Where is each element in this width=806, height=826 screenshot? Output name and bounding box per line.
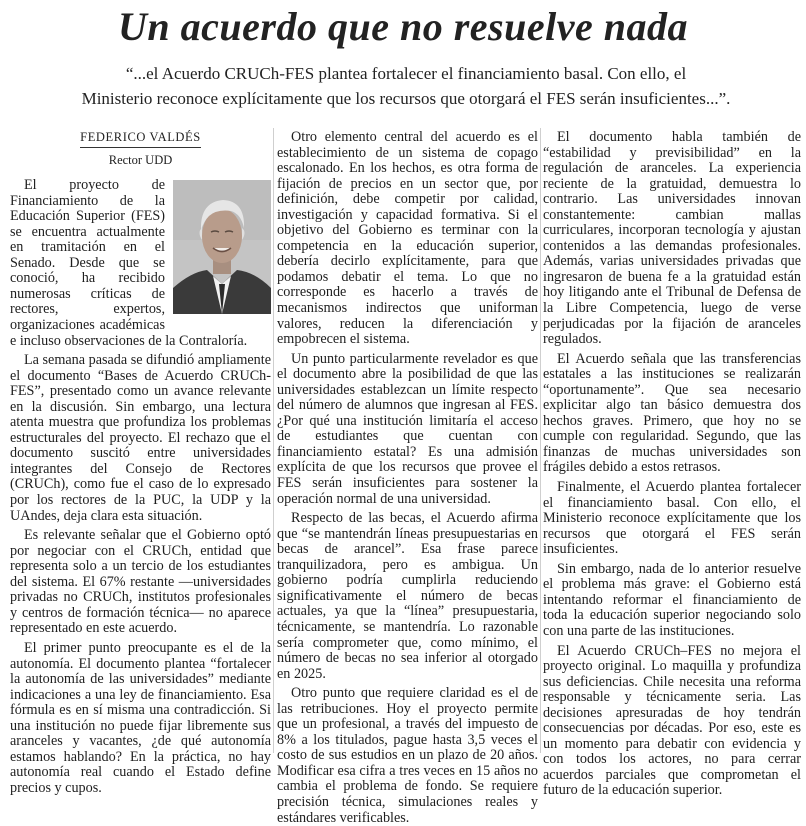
paragraph: La semana pasada se difundió ampliamente el documento “Bases de Acuerdo CRUCh-FES”, presentado como un avance relevante en la discusión. Sin embargo, una lectura atenta muestra que profundiza los problemas estructurales del proyecto. El rechazo que el documento suscitó entre universidades integrantes del Consejo de Rectores (CRUCh), como fue el caso de lo expresado por los rectores de la PUC, la UDP y la UAndes, deja clara esta situación. — [10, 352, 272, 524]
article-column-2 — [277, 130, 538, 826]
paragraph: Finalmente, el Acuerdo plantea fortalecer el financiamiento basal. Con ello, el Ministerio reconoce explícitamente que los recursos que otorgará el FES serán insuficientes. — [543, 479, 801, 558]
paragraph: Otro elemento central del acuerdo es el establecimiento de un sistema de copago escalonado. En los hechos, es otra forma de fijación de precios en un sector que, por definición, debe competir por calidad, investigación y capacidad formativa. Si el objetivo del Gobierno es terminar con la competencia en la educación superior, debería decirlo explícitamente, para que podamos debatir el tema. Lo que no corresponde es hacerlo a través de mecanismos indirectos que uniforman valores, reducen la diferenciación y empobrecen el sistema. — [277, 129, 538, 348]
paragraph: El Acuerdo señala que las transferencias estatales a las instituciones se realizarán “oportunamente”. Que sea necesario explicitar algo tan básico demuestra dos hechos graves. Primero, que hoy no se cumple con regularidad. Segundo, que las finanzas de muchas universidades son frágiles debido a estos retrasos. — [543, 350, 801, 476]
paragraph: Respecto de las becas, el Acuerdo afirma que “se mantendrán líneas presupuestarias en becas de arancel”. Esa frase parece tranquilizadora, pero es ambigua. Un gobierno podría cumplirla reduciendo significativamente el número de becas actuales, ya que la “línea” presupuestaria, técnicamente, se mantendría. Lo razonable sería comprometer que, como mínimo, el número de becas no sea inferior al otorgado en 2025. — [277, 510, 538, 682]
column-divider — [273, 128, 274, 753]
author-portrait-icon — [173, 180, 271, 314]
article-column-1 — [10, 130, 271, 796]
paragraph: El documento habla también de “estabilidad y previsibilidad” en la regulación de aranceles. La experiencia reciente de la gratuidad, demuestra lo contrario. Las universidades innovan constantemente: cambian mallas curriculares, incorporan tecnología y ajustan contenidos a las demandas profesionales. Además, varias universidades privadas que ingresaron de buena fe a la gratuidad están hoy litigando ante el Tribunal de Defensa de la Libre Competencia, luego de verse perjudicadas por la fijación de aranceles regulados. — [543, 129, 801, 348]
headline: Un acuerdo que no resuelve nada — [118, 4, 688, 49]
article-column-3 — [543, 130, 801, 799]
pull-quote-line: Ministerio reconoce explícitamente que los recursos que otorgará el FES serán insuficientes...”. — [81, 89, 731, 108]
paragraph: Un punto particularmente revelador es que el documento abre la posibilidad de que las universidades establezcan un límite respecto del número de alumnos que ingresan al FES. ¿Por qué una institución limitaría el acceso de estudiantes que cuentan con financiamiento estatal? Es una admisión explícita de que los recursos que provee el FES serán insuficientes para sostener la operación normal de una universidad. — [277, 350, 538, 507]
author-photo — [173, 180, 271, 314]
author-role: Rector UDD — [108, 152, 173, 167]
paragraph: Otro punto que requiere claridad es el de las retribuciones. Hoy el proyecto permite que un profesional, a través del impuesto de 8% a los titulados, pague hasta 3,5 veces el costo de sus estudios en un plazo de 20 años. Modificar esa cifra a tres veces en 15 años no cambia el problema de fondo. Se requiere precisión técnica, simulaciones reales y estándares verificables. — [277, 685, 538, 826]
paragraph: Sin embargo, nada de lo anterior resuelve el problema más grave: el Gobierno está intentando reformar el financiamiento de toda la educación superior negociando solo con una parte de las instituciones. — [543, 560, 801, 639]
pull-quote-line: “...el Acuerdo CRUCh-FES plantea fortalecer el financiamiento basal. Con ello, el — [125, 64, 687, 83]
author-name: FEDERICO VALDÉS — [80, 130, 201, 148]
paragraph: El proyecto de Financiamiento de la Educación Superior (FES) se encuentra actualmente en tramitación en el Senado. Desde que se conoció, ha recibido numerosas críticas de rectores, expertos, organizaciones académicas e incluso observaciones de la Contraloría. — [10, 178, 271, 349]
pull-quote — [30, 61, 782, 111]
byline — [10, 130, 271, 148]
paragraph: El primer punto preocupante es el de la autonomía. El documento plantea “fortalecer la autonomía de las universidades” mediante indicaciones a una ley de financiamiento. Esa fórmula es en sí misma una contradicción. Si una institución no puede fijar libremente sus aranceles y vacantes, ¿de qué autonomía estamos hablando? En la práctica, no hay autonomía real cuando el Estado define precios y cupos. — [10, 639, 271, 796]
column-divider — [540, 128, 541, 753]
paragraph: Es relevante señalar que el Gobierno optó por negociar con el CRUCh, entidad que representa solo a un tercio de los estudiantes del sistema. El 67% restante —universidades privadas no CRUCh, institutos profesionales y centros de formación técnica— no aparece representado en este acuerdo. — [10, 527, 271, 637]
paragraph: El Acuerdo CRUCh–FES no mejora el proyecto original. Lo maquilla y profundiza sus deficiencias. Chile necesita una reforma responsable y técnicamente seria. Las decisiones apresuradas de hoy tendrán consecuencias por décadas. Por eso, este es un momento para debatir con evidencia y con todos los actores, no para cerrar acuerdos parciales que comprometan el futuro de la educación superior. — [543, 642, 801, 799]
